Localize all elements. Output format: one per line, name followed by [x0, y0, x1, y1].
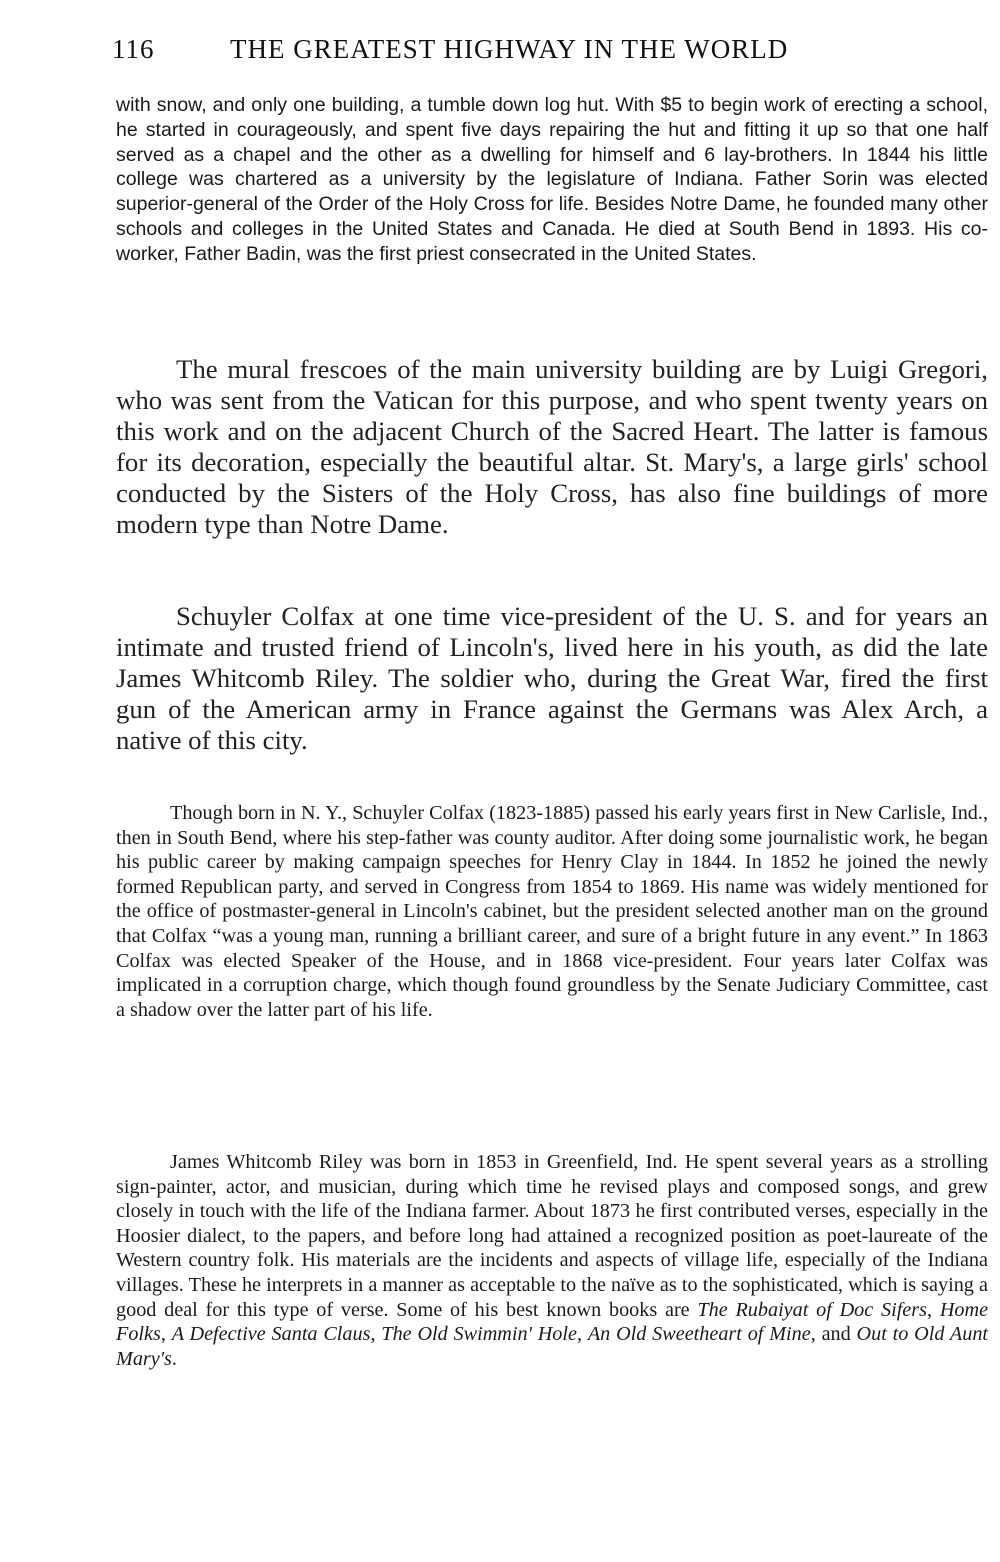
separator-4: ,: [576, 1323, 588, 1346]
colfax-note: Though born in N. Y., Schuyler Colfax (1823-1885) passed his early years first in New Carlisle, Ind., then in South Bend, where his step-father was county auditor. After doing some journalistic work, he began his public career by making campaign speeches for Henry Clay in 1844. In 1852 he joined the newly formed Republican party, and served in Congress from 1854 to 1869. His name was widely mentioned for the office of postmaster-general in Lincoln's cabinet, but the president selected another man on the ground that Colfax “was a young man, running a brilliant career, and sure of a bright future in any event.” In 1863 Colfax was elected Speaker of the House, and in 1868 vice-president. Four years later Colfax was implicated in a corruption charge, which though found groundless by the Senate Judiciary Committee, cast a shadow over the latter part of his life.: [116, 802, 988, 1021]
book-title-5: An Old Sweetheart of Mine: [587, 1323, 811, 1346]
book-title-6: Out to Old Aunt Mary's: [116, 1323, 989, 1370]
riley-note-text: James Whitcomb Riley was born in 1853 in Greenfield, Ind. He spent several years as a strolling sign-painter, actor, and musician, during which time he revised plays and composed songs, and grew closely in touch with the life of the Indiana farmer. About 1873 he first contributed verses, especially in the Hoosier dialect, to the papers, and before long had attained a recognized position as poet-laureate of the Western country folk. His materials are the incidents and aspects of village life, especially of the Indiana villages. These he interprets in a manner as acceptable to the naïve as to the sophisticated, which is saying a good deal for this type of verse. Some of his best known books are: [116, 1151, 988, 1321]
running-title: THE GREATEST HIGHWAY IN THE WORLD: [230, 34, 789, 64]
separator-3: ,: [370, 1323, 382, 1346]
separator-1: ,: [926, 1298, 940, 1321]
book-title-2: Home Folks: [116, 1298, 989, 1346]
riley-note: [116, 1150, 988, 1371]
separator-5: , and: [810, 1323, 857, 1346]
running-head: [112, 34, 872, 65]
page-number: 116: [112, 34, 155, 64]
note-end: .: [171, 1347, 177, 1370]
intro-paragraph: with snow, and only one building, a tumble down log hut. With $5 to begin work of erecting a school, he started in courageously, and spent five days repairing the hut and fitting it up so that one half served as a chapel and the other as a dwelling for himself and 6 lay-brothers. In 1844 his little college was chartered as a university by the legislature of Indiana. Father Sorin was elected superior-general of the Order of the Holy Cross for life. Besides Notre Dame, he founded many other schools and colleges in the United States and Canada. He died at South Bend in 1893. His co-worker, Father Badin, was the first priest consecrated in the United States.: [116, 94, 988, 265]
colfax-paragraph: Schuyler Colfax at one time vice-president of the U. S. and for years an intimate and trusted friend of Lincoln's, lived here in his youth, as did the late James Whitcomb Riley. The soldier who, during the Great War, fired the first gun of the American army in France against the Germans was Alex Arch, a native of this city.: [116, 601, 988, 755]
book-title-4: The Old Swimmin' Hole: [381, 1323, 577, 1346]
book-title-3: A Defective Santa Claus: [171, 1323, 371, 1346]
book-title-1: The Rubaiyat of Doc Sifers: [697, 1298, 927, 1321]
mural-paragraph: The mural frescoes of the main university building are by Luigi Gregori, who was sent from the Vatican for this purpose, and who spent twenty years on this work and on the adjacent Church of the Sacred Heart. The latter is famous for its decoration, especially the beautiful altar. St. Mary's, a large girls' school conducted by the Sisters of the Holy Cross, has also fine buildings of more modern type than Notre Dame.: [116, 354, 988, 539]
separator-2: ,: [160, 1323, 172, 1346]
